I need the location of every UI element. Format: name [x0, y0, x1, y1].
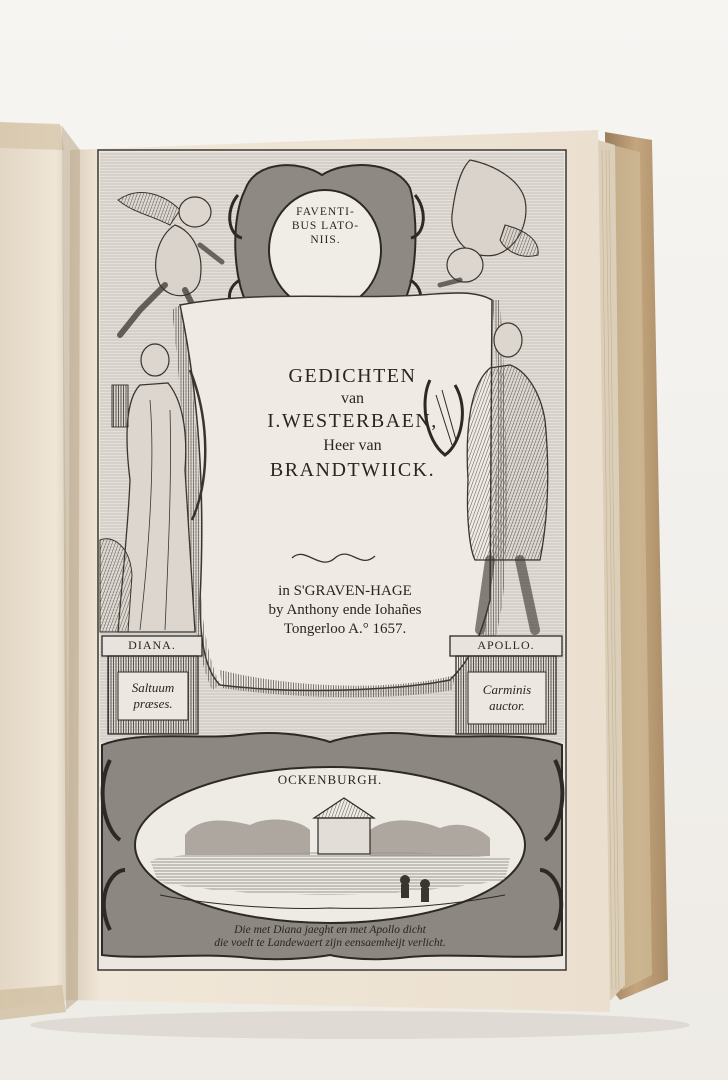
right-figure-line-2: auctor.: [489, 698, 525, 713]
flyleaf-page: [0, 122, 70, 1010]
right-figure-line-1: Carminis: [482, 682, 532, 697]
motto-line-3: NIIS.: [310, 234, 341, 246]
title-line-4: Heer van: [323, 437, 382, 454]
publisher-line-3: Tongerloo A.° 1657.: [283, 621, 407, 637]
title-line-2: van: [340, 390, 365, 407]
verse-line-2: die voelt te Landewaert zijn eensaemheijt verlicht.: [214, 937, 446, 949]
publisher-line-2: by Anthony ende Iohañes: [268, 602, 422, 618]
left-figure-line-2: præses.: [133, 696, 173, 711]
title-line-1: GEDICHTEN: [288, 365, 417, 387]
title-line-5: BRANDTWIICK.: [269, 459, 436, 481]
vignette-title: OCKENBURGH.: [277, 772, 383, 787]
motto-line-2: BUS LATO-: [291, 220, 360, 232]
verse-line-1: Die met Diana jaeght en met Apollo dicht: [234, 924, 426, 936]
title-line-3: I.WESTERBAEN,: [267, 410, 438, 432]
motto-line-1: FAVENTI-: [296, 206, 355, 218]
left-figure-name: DIANA.: [128, 638, 176, 652]
right-figure-name: APOLLO.: [477, 638, 535, 652]
left-figure-line-1: Saltuum: [131, 680, 175, 695]
publisher-line-1: in S'GRAVEN-HAGE: [278, 583, 412, 599]
